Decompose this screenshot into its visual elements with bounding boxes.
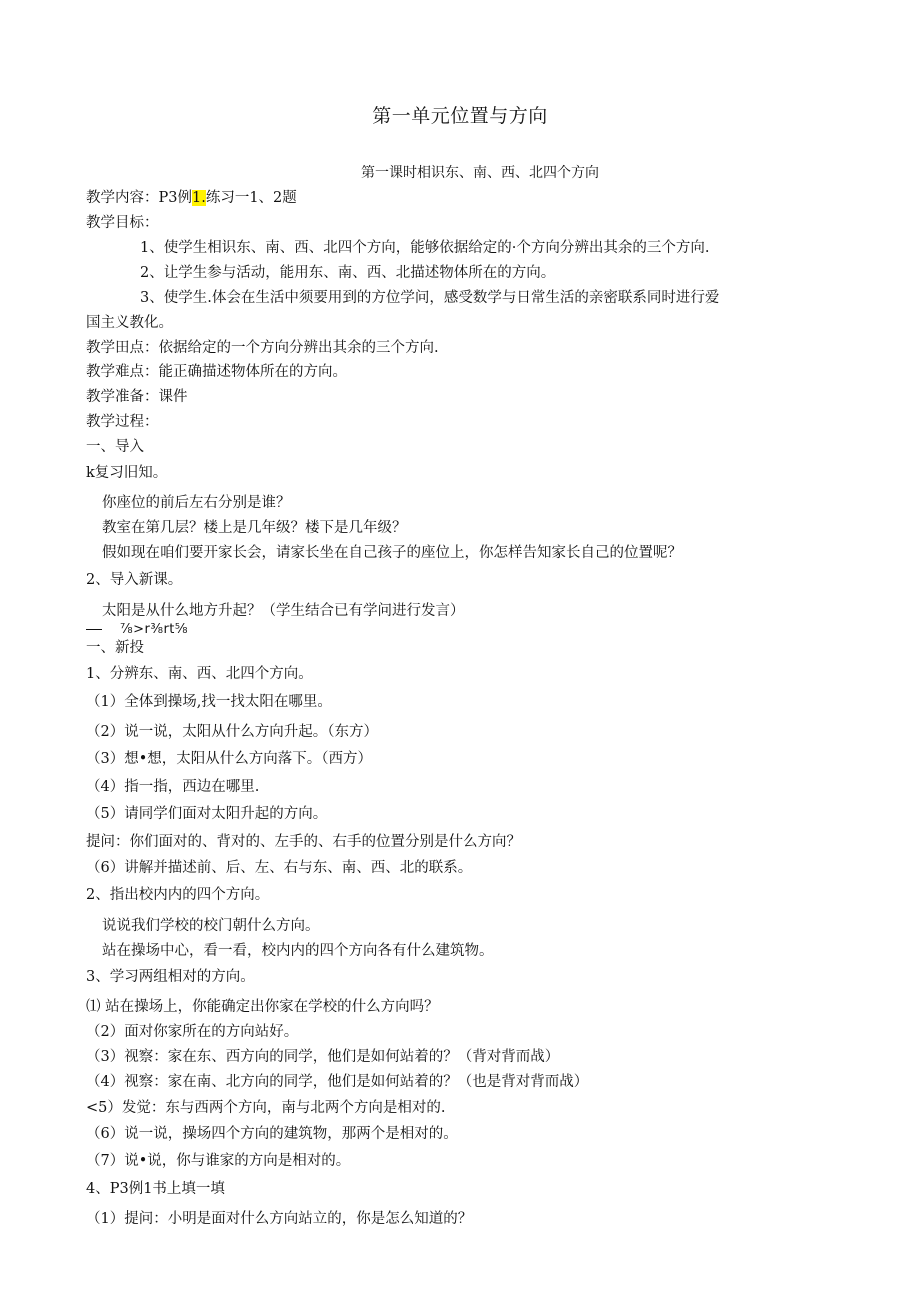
subsection-heading: 2、指出校内内的四个方向。 bbox=[86, 887, 270, 903]
goal-item: 3、使学生.体会在生活中须要用到的方位学问，感受数学与日常生活的亲密联系同时进行爱 bbox=[140, 290, 720, 306]
list-item: （4）指一指，西边在哪里. bbox=[86, 779, 260, 795]
list-item: （6）说一说，操场四个方向的建筑物，那两个是相对的。 bbox=[86, 1126, 458, 1142]
list-item: （1）全体到操场,找一找太阳在哪里。 bbox=[86, 694, 332, 710]
paragraph: 站在操场中心，看一看，校内内的四个方向各有什么建筑物。 bbox=[102, 943, 494, 959]
ocr-noise: ⅞>r⅜rt⅝ bbox=[86, 620, 188, 640]
subsection-heading: 4、P3例1书上填一填 bbox=[86, 1181, 225, 1197]
goal-item: 2、让学生参与活动，能用东、南、西、北描述物体所在的方向。 bbox=[140, 265, 556, 281]
list-item: （3）想•想，太阳从什么方向落下。（西方） bbox=[86, 751, 373, 767]
list-item: （2）说一说，太阳从什么方向升起。（东方） bbox=[86, 724, 378, 740]
section-heading: 一、新投 bbox=[86, 640, 144, 656]
question: 太阳是从什么地方升起？（学生结合已有学问进行发言） bbox=[102, 603, 465, 619]
subsection-heading: 2、导入新课。 bbox=[86, 572, 183, 588]
key-point: 教学田点：依据给定的一个方向分辨出其余的三个方向. bbox=[86, 340, 439, 356]
question: 提问：你们面对的、背对的、左手的、右手的位置分别是什么方向？ bbox=[86, 834, 521, 850]
goal-item: 1、使学生相识东、南、西、北四个方向，能够依据给定的·个方向分辨出其余的三个方向. bbox=[140, 240, 710, 256]
section-heading: 一、导入 bbox=[86, 439, 144, 455]
list-item: <5）发觉：东与西两个方向，南与北两个方向是相对的. bbox=[86, 1100, 446, 1116]
list-item: ⑴ 站在操场上，你能确定出你家在学校的什么方向吗？ bbox=[86, 999, 439, 1015]
question: 教室在第几层？楼上是几年级？楼下是几年级？ bbox=[102, 520, 407, 536]
list-item: （3）视察：家在东、西方向的同学，他们是如何站着的？（背对背而战） bbox=[86, 1049, 560, 1065]
difficulty: 教学难点：能正确描述物体所在的方向。 bbox=[86, 364, 347, 380]
list-item: （7）说•说，你与谁家的方向是相对的。 bbox=[86, 1153, 351, 1169]
highlighted-text: 1. bbox=[191, 190, 206, 206]
page-title: 第一单元位置与方向 bbox=[372, 105, 548, 127]
teaching-content: 教学内容：P3例1.练习一1、2题 bbox=[86, 190, 297, 206]
question: 你座位的前后左右分别是谁？ bbox=[102, 495, 291, 511]
list-item: （1）提问：小明是面对什么方向站立的，你是怎么知道的？ bbox=[86, 1211, 473, 1227]
list-item: （4）视察：家在南、北方向的同学，他们是如何站着的？（也是背对背而战） bbox=[86, 1074, 589, 1090]
goal-continuation: 国主义教化。 bbox=[86, 315, 173, 331]
goals-label: 教学目标： bbox=[86, 215, 159, 231]
process-label: 教学过程： bbox=[86, 414, 159, 430]
subsection-heading: 1、分辨东、南、西、北四个方向。 bbox=[86, 666, 313, 682]
list-item: （2）面对你家所在的方向站好。 bbox=[86, 1024, 299, 1040]
list-item: （5）请同学们面对太阳升起的方向。 bbox=[86, 806, 328, 822]
subsection-heading: k复习旧知。 bbox=[86, 465, 168, 481]
preparation: 教学准备：课件 bbox=[86, 389, 188, 405]
list-item: （6）讲解并描述前、后、左、右与东、南、西、北的联系。 bbox=[86, 860, 473, 876]
subsection-heading: 3、学习两组相对的方向。 bbox=[86, 969, 255, 985]
lesson-subtitle: 第一课时相识东、南、西、北四个方向 bbox=[361, 165, 599, 181]
question: 假如现在咱们要开家长会，请家长坐在自己孩子的座位上，你怎样告知家长自己的位置呢？ bbox=[102, 545, 682, 561]
paragraph: 说说我们学校的校门朝什么方向。 bbox=[102, 918, 320, 934]
dash-mark bbox=[86, 629, 102, 630]
